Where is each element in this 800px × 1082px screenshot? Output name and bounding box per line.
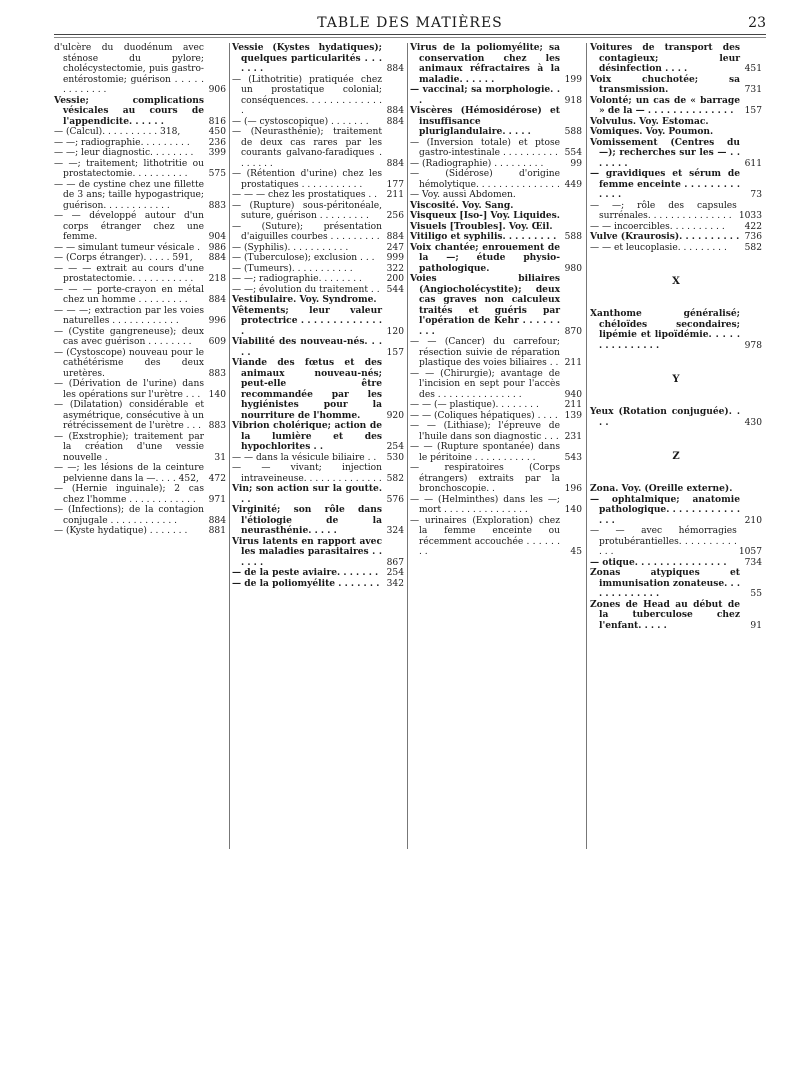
index-entry	[590, 169, 762, 201]
entry-page-number: 736	[744, 232, 762, 242]
entry-page-number: 543	[564, 452, 582, 463]
index-entry	[410, 190, 582, 201]
entry-page-number: 971	[208, 494, 226, 505]
entry-page-number: 611	[744, 158, 762, 169]
index-entry	[410, 85, 582, 106]
index-entry	[410, 243, 582, 275]
entry-page-number: 816	[208, 116, 226, 127]
entry-text: Viscères (Hémosidérose) et insuffisance pluriglandulaire. . . . .	[410, 105, 560, 137]
entry-page-number: 140	[564, 505, 582, 515]
index-entry	[410, 138, 582, 159]
entry-text: — — (Coliques hépatiques) . . . .	[410, 410, 558, 421]
entry-text: — — (Rupture spontanée) dans le péritoine . . . . . . . . . . .	[410, 442, 560, 463]
index-column-1	[54, 43, 226, 537]
entry-page-number: 978	[744, 340, 762, 351]
entry-page-number: 247	[386, 242, 404, 253]
index-entry	[54, 379, 226, 400]
entry-page-number: 918	[564, 95, 582, 106]
index-entry	[54, 348, 226, 380]
entry-text: — (Inversion totale) et ptose gastro-intestinale . . . . . . . . . .	[410, 137, 560, 158]
index-entry	[410, 411, 582, 422]
entry-page-number: 342	[386, 578, 404, 589]
index-entry	[232, 537, 404, 569]
entry-page-number: 999	[386, 253, 404, 263]
entry-page-number: 582	[744, 242, 762, 253]
page-header	[54, 12, 766, 36]
entry-text: Voitures de transport des contagieux; leur désinfection . . . .	[590, 42, 740, 74]
entry-text: — Voy. aussi Abdomen.	[410, 190, 516, 200]
index-entry	[232, 463, 404, 484]
entry-page-number: 45	[570, 547, 582, 557]
entry-page-number: 884	[386, 158, 404, 169]
entry-page-number: 1057	[738, 547, 762, 557]
entry-text: — (Hernie inguinale); 2 cas chez l'homme . . . . . . . . . . . .	[54, 484, 204, 505]
index-entry	[410, 274, 582, 337]
entry-page-number: 884	[386, 64, 404, 74]
entry-text: — —; traitement; lithotritie ou prostatectomie. . . . . . . . . .	[54, 158, 204, 179]
entry-page-number: 904	[208, 232, 226, 242]
entry-text: — — dans la vésicule biliaire . .	[232, 452, 377, 463]
entry-text: — (Calcul). . . . . . . . . . 318,	[54, 127, 181, 137]
entry-page-number: 430	[744, 417, 762, 428]
index-entry	[54, 526, 226, 537]
entry-text: Vestibulaire. Voy. Syndrome.	[232, 294, 377, 305]
entry-text: — vaccinal; sa morphologie. . .	[410, 84, 560, 106]
entry-page-number: 218	[208, 274, 226, 284]
entry-text: — (Syphilis). . . . . . . . . . .	[232, 242, 349, 253]
index-entry	[590, 201, 762, 222]
index-entry	[232, 295, 404, 306]
entry-text: Virus de la poliomyélite; sa conservation chez les animaux réfractaires à la maladie. . . . . .	[410, 42, 560, 85]
index-entry	[410, 442, 582, 463]
index-entry	[232, 75, 404, 117]
index-entry	[590, 407, 762, 428]
entry-text: — (Infections); de la contagion conjugale . . . . . . . . . . . .	[54, 505, 204, 526]
page-title: TABLE DES MATIÈRES	[317, 15, 503, 31]
entry-page-number: 140	[208, 389, 226, 400]
entry-text: — — et leucoplasie. . . . . . . . .	[590, 242, 727, 253]
entry-page-number: 554	[564, 148, 582, 158]
entry-text: — (Dérivation de l'urine) dans les opérations sur l'urètre . . .	[54, 379, 204, 400]
entry-text: — respiratoires (Corps étrangers) extraits par la bronchoscopie. .	[410, 463, 560, 494]
entry-text: — — (Lithiase); l'épreuve de l'huile dans son diagnostic . . .	[410, 421, 560, 442]
entry-page-number: 884	[386, 232, 404, 242]
entry-text: — (Tuberculose); exclusion . . .	[232, 253, 375, 263]
entry-text: Voies biliaires (Angiocholécystite); deux cas graves non calculeux traités et guéris par l'opération de Kehr . . . . . . . . .	[410, 273, 560, 337]
entry-text: Vomiques. Voy. Poumon.	[590, 126, 714, 137]
entry-page-number: 870	[564, 326, 582, 337]
index-entry	[54, 484, 226, 505]
entry-page-number: 211	[564, 400, 582, 410]
index-entry	[410, 211, 582, 222]
entry-text: Vitiligo et syphilis. . . . . . . . .	[410, 231, 557, 242]
entry-page-number: 731	[744, 85, 762, 95]
column-divider	[586, 43, 587, 849]
entry-text: — (Lithotritie) pratiquée chez un prostatique colonial; conséquences. . . . . . . . . . . . . .	[232, 74, 382, 116]
index-entry	[232, 253, 404, 264]
entry-page-number: 254	[386, 442, 404, 452]
index-entry	[232, 358, 404, 421]
entry-text: — (Suture); présentation d'aiguilles courbes . . . . . . . . .	[232, 221, 382, 242]
entry-text: — — de cystine chez une fillette de 3 ans; taille hypogastrique; guérison. . . . . . . . . . . .	[54, 179, 204, 211]
index-entry	[410, 232, 582, 243]
section-letter: Y	[672, 373, 680, 385]
entry-text: — (Radiographie) . . . . . . . . .	[410, 158, 544, 169]
index-entry	[590, 43, 762, 75]
index-column-4	[590, 43, 762, 631]
index-column-2	[232, 43, 404, 589]
entry-text: — — avec hémorragies protubérantielles. . . . . . . . . . . . .	[590, 526, 737, 557]
index-entry	[54, 505, 226, 526]
index-entry	[590, 243, 762, 254]
entry-text: — — — extrait au cours d'une prostatectomie. . . . . . . . . . .	[54, 263, 204, 284]
entry-text: Vêtements; leur valeur protectrice . . . . . . . . . . . . . .	[232, 304, 382, 337]
page-number: 23	[748, 15, 766, 31]
entry-text: — (Cystite gangreneuse); deux cas avec guérison . . . . . . . .	[54, 326, 204, 347]
entry-page-number: 884	[386, 106, 404, 116]
header-rule-secondary	[54, 37, 766, 38]
entry-text: Virginité; son rôle dans l'étiologie de la neurasthénie. . . . .	[232, 504, 382, 536]
index-entry	[54, 306, 226, 327]
index-entry	[54, 264, 226, 285]
entry-text: — — développé autour d'un corps étranger chez une femme.	[54, 211, 204, 242]
index-entry	[590, 127, 762, 138]
entry-text: — ophtalmique; anatomie pathologique. . . . . . . . . . . . . . .	[590, 493, 740, 526]
index-entry	[54, 243, 226, 254]
index-entry	[54, 96, 226, 128]
entry-text: Volonté; un cas de « barrage » de la — . . . . . . . . . . . . . .	[590, 94, 740, 116]
entry-page-number: 530	[386, 452, 404, 463]
entry-text: Voix chuchotée; sa transmission.	[590, 73, 740, 95]
entry-text: — —; radiographie. . . . . . . . .	[54, 137, 190, 148]
index-entry	[54, 463, 226, 484]
index-entry	[590, 526, 762, 558]
entry-page-number: 884	[208, 515, 226, 526]
entry-text: — (— cystoscopique) . . . . . . .	[232, 116, 369, 127]
entry-page-number: 734	[744, 557, 762, 568]
entry-text: Zones de Head au début de la tuberculose chez l'enfant. . . . .	[590, 598, 740, 631]
entry-text: Viande des fœtus et des animaux nouveau-nés; peut-elle être recommandée par les hygiénistes pour la nourriture de l'homme.	[232, 357, 382, 421]
index-entry	[232, 484, 404, 505]
index-entry	[232, 568, 404, 579]
entry-text: — — —; extraction par les voies naturelles . . . . . . . . . . . .	[54, 305, 204, 326]
entry-text: Zona. Voy. (Oreille externe).	[590, 483, 733, 494]
entry-page-number: 157	[744, 106, 762, 116]
entry-text: — otique. . . . . . . . . . . . . . .	[590, 556, 727, 568]
index-entry	[232, 505, 404, 537]
entry-page-number: 99	[570, 158, 582, 169]
entry-text: — — (Helminthes) dans les —; mort . . . . . . . . . . . . . . .	[410, 494, 560, 515]
index-entry	[54, 285, 226, 306]
entry-text: — de la peste aviaire. . . . . . .	[232, 567, 379, 578]
entry-page-number: 906	[208, 85, 226, 95]
column-divider	[229, 43, 230, 849]
entry-page-number: 588	[564, 127, 582, 137]
entry-page-number: 324	[386, 526, 404, 536]
entry-text: — (Sidérose) d'origine hémolytique. . . . . . . . . . . . . . .	[410, 169, 560, 190]
entry-page-number: 196	[564, 484, 582, 494]
index-entry	[410, 495, 582, 516]
entry-text: — — (Chirurgie); avantage de l'incision en sept pour l'accès des . . . . . . . . . . . . . . .	[410, 368, 560, 400]
entry-page-number: 211	[386, 190, 404, 200]
entry-text: Viscosité. Voy. Sang.	[410, 199, 514, 211]
entry-text: Vin; son action sur la goutte. . .	[232, 483, 382, 505]
entry-page-number: 884	[208, 295, 226, 305]
index-entry	[410, 169, 582, 190]
entry-text: — —; rôle des capsules surrénales. . . . . . . . . . . . . . .	[590, 200, 737, 221]
entry-page-number: 139	[564, 410, 582, 421]
entry-page-number: 582	[386, 473, 404, 484]
entry-page-number: 544	[386, 284, 404, 295]
entry-text: — gravidiques et sérum de femme enceinte . . . . . . . . . . . . .	[590, 168, 740, 200]
entry-text: — (Rupture) sous-péritonéale, suture, guérison . . . . . . . . .	[232, 200, 382, 221]
index-entry	[54, 159, 226, 180]
index-entry	[232, 222, 404, 243]
entry-text: Voix chantée; enrouement de la —; étude physio-pathologique.	[410, 241, 560, 274]
index-entry	[232, 274, 404, 285]
entry-text: — (Kyste hydatique) . . . . . . .	[54, 526, 188, 536]
index-entry	[590, 309, 762, 351]
section-letter: X	[672, 275, 680, 287]
entry-page-number: 399	[208, 148, 226, 158]
entry-text: — — — chez les prostatiques . .	[232, 190, 378, 200]
index-entry	[54, 400, 226, 432]
entry-page-number: 322	[386, 263, 404, 274]
entry-page-number: 210	[744, 515, 762, 526]
entry-page-number: 451	[744, 64, 762, 74]
entry-page-number: 236	[208, 137, 226, 148]
entry-text: Volvulus. Voy. Estomac.	[590, 115, 709, 127]
index-entry	[232, 201, 404, 222]
entry-page-number: 55	[750, 589, 762, 599]
index-entry	[410, 516, 582, 558]
entry-page-number: 883	[208, 368, 226, 379]
entry-page-number: 980	[564, 263, 582, 274]
index-entry	[54, 211, 226, 243]
entry-text: — —; radiographie. . . . . . . .	[232, 274, 362, 284]
entry-page-number: 120	[386, 326, 404, 337]
index-entry	[232, 127, 404, 169]
entry-text: Vessie; complications vésicales au cours de l'appendicite. . . . . .	[54, 94, 204, 127]
entry-text: — (Neurasthénie); traitement de deux cas rares par les courants galvano-faradiques . . . . . . .	[232, 127, 382, 169]
index-entry	[410, 159, 582, 170]
entry-text: — — (— plastique). . . . . . . .	[410, 400, 539, 410]
entry-text: — — vivant; injection intraveineuse. . . . . . . . . . . . . .	[232, 463, 382, 484]
entry-text: — —; leur diagnostic. . . . . . . .	[54, 148, 194, 158]
index-entry	[590, 568, 762, 600]
entry-page-number: 472	[208, 473, 226, 484]
entry-text: — (Exstrophie); traitement par la création d'une vessie nouvelle .	[54, 431, 204, 463]
entry-text: — de la poliomyélite . . . . . . .	[232, 577, 380, 589]
entry-page-number: 211	[564, 358, 582, 368]
entry-text: — (Dilatation) considérable et asymétrique, consécutive à un rétrécissement de l'urètre . . .	[54, 400, 204, 431]
index-entry	[232, 579, 404, 590]
index-entry	[410, 337, 582, 369]
index-entry	[232, 264, 404, 275]
index-entry	[54, 138, 226, 149]
entry-text: — —; les lésions de la ceinture pelvienne dans la —. . . . 452,	[54, 463, 204, 484]
index-entry	[232, 243, 404, 254]
entry-page-number: 883	[208, 200, 226, 211]
entry-page-number: 884	[386, 116, 404, 127]
column-divider	[407, 43, 408, 849]
index-entry	[54, 253, 226, 264]
index-entry	[54, 43, 226, 96]
index-entry	[54, 148, 226, 159]
entry-page-number: 576	[386, 494, 404, 505]
entry-page-number: 940	[564, 389, 582, 400]
index-entry	[232, 117, 404, 128]
entry-page-number: 449	[564, 179, 582, 190]
index-entry	[590, 484, 762, 495]
entry-page-number: 588	[564, 232, 582, 242]
index-entry	[410, 400, 582, 411]
entry-page-number: 920	[386, 410, 404, 421]
index-entry	[232, 421, 404, 453]
entry-text: — — incoercibles. . . . . . . . . .	[590, 221, 725, 232]
entry-page-number: 575	[208, 169, 226, 179]
index-entry	[54, 327, 226, 348]
index-entry	[590, 600, 762, 632]
index-entry	[590, 75, 762, 96]
entry-page-number: 986	[208, 242, 226, 253]
entry-page-number: 200	[386, 274, 404, 284]
entry-page-number: 884	[208, 253, 226, 263]
entry-text: Viabilité des nouveau-nés. . . . .	[232, 336, 382, 358]
entry-text: d'ulcère du duodénum avec sténose du pylore; cholécystectomie, puis gastro-entérostomie; guérison . . . . . . . . . . . . .	[54, 43, 204, 95]
entry-page-number: 31	[214, 452, 226, 463]
index-entry	[410, 43, 582, 85]
index-entry	[410, 369, 582, 401]
index-entry	[232, 453, 404, 464]
index-column-3	[410, 43, 582, 558]
entry-text: Vomissement (Centres du —); recherches sur les — . . . . . . .	[590, 136, 740, 169]
index-entry	[232, 337, 404, 358]
entry-page-number: 422	[744, 221, 762, 232]
index-entry	[232, 169, 404, 190]
index-entry	[54, 432, 226, 464]
entry-page-number: 91	[750, 620, 762, 631]
index-entry	[54, 180, 226, 212]
index-entry	[232, 190, 404, 201]
entry-text: — (Corps étranger). . . . . 591,	[54, 253, 193, 263]
entry-text: Yeux (Rotation conjuguée). . . .	[590, 406, 740, 428]
index-entry	[54, 127, 226, 138]
entry-text: Xanthome généralisé; chéloïdes secondaires; lipémie et lipoïdémie. . . . . . . . . . . . . . .	[590, 308, 740, 351]
entry-page-number: 199	[564, 74, 582, 85]
entry-page-number: 609	[208, 337, 226, 347]
entry-page-number: 881	[208, 526, 226, 536]
entry-page-number: 254	[386, 568, 404, 578]
entry-text: — — (Cancer) du carrefour; résection suivie de réparation plastique des voies biliaires . .	[410, 337, 560, 368]
entry-page-number: 73	[750, 190, 762, 200]
entry-page-number: 996	[208, 316, 226, 326]
index-entry	[590, 232, 762, 243]
entry-text: Vibrion cholérique; action de la lumière et des hypochlorites . .	[232, 420, 382, 452]
index-entry	[232, 43, 404, 75]
entry-text: — (Cystoscope) nouveau pour le cathétérisme des deux uretères.	[54, 347, 204, 379]
entry-page-number: 256	[386, 211, 404, 221]
entry-page-number: 177	[386, 179, 404, 190]
entry-page-number: 231	[564, 431, 582, 442]
header-rule	[54, 34, 766, 35]
entry-text: — — — porte-crayon en métal chez un homme . . . . . . . . .	[54, 284, 204, 305]
entry-text: — — simulant tumeur vésicale .	[54, 242, 201, 253]
index-entry	[590, 96, 762, 117]
entry-text: Visqueux [Iso-] Voy. Liquides.	[410, 210, 560, 221]
entry-page-number: 157	[386, 347, 404, 358]
entry-text: Zonas atypiques et immunisation zonateuse. . . . . . . . . . . . .	[590, 567, 740, 599]
index-entry	[410, 421, 582, 442]
entry-page-number: 883	[208, 421, 226, 431]
entry-text: — urinaires (Exploration) chez la femme enceinte ou récemment accouchée . . . . . . . .	[410, 515, 560, 557]
entry-text: Vulve (Kraurosis). . . . . . . . . .	[590, 231, 740, 242]
index-entry	[590, 495, 762, 527]
entry-text: Visuels [Troubles]. Voy. Œil.	[410, 220, 553, 232]
entry-text: — (Rétention d'urine) chez les prostatiques . . . . . . . . . . .	[232, 169, 382, 190]
entry-page-number: 1033	[738, 211, 762, 221]
entry-page-number: 450	[208, 127, 226, 137]
entry-text: Virus latents en rapport avec les maladies parasitaires . . . . . .	[232, 535, 382, 568]
section-letter: Z	[672, 450, 680, 462]
entry-text: — (Tumeurs). . . . . . . . . . .	[232, 263, 353, 274]
index-entry	[410, 106, 582, 138]
entry-text: — —; évolution du traitement . .	[232, 284, 380, 295]
index-entry	[590, 138, 762, 170]
index-entry	[232, 306, 404, 338]
entry-page-number: 867	[386, 557, 404, 568]
entry-text: Vessie (Kystes hydatiques); quelques particularités . . . . . . .	[232, 42, 382, 74]
index-entry	[410, 463, 582, 495]
